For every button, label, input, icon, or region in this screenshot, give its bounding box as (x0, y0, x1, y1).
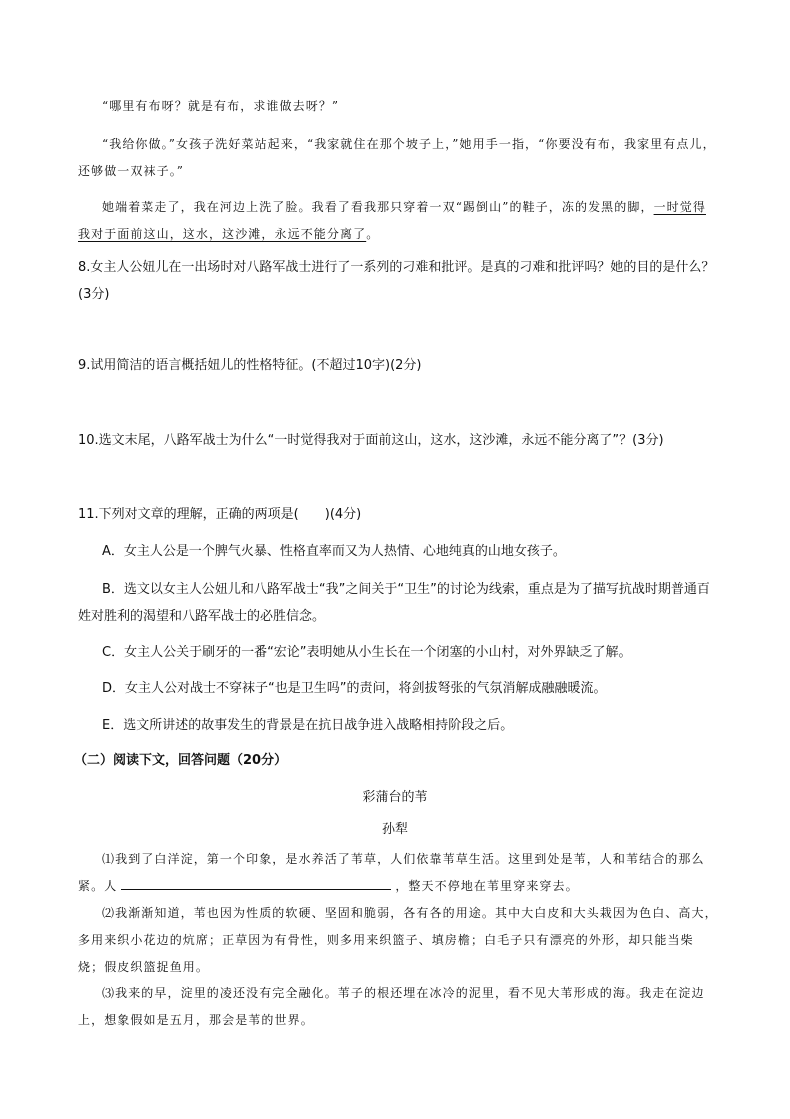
question-10: 10.选文末尾，八路军战士为什么“一时觉得我对于面前这山，这水，这沙滩，永远不能分离了”？(3分) (78, 433, 664, 448)
question-9: 9.试用简洁的语言概括妞儿的性格特征。(不超过10字)(2分) (78, 358, 422, 373)
article-author: 孙犁 (381, 822, 408, 837)
option-c: C．女主人公关于刷牙的一番“宏论”表明她从小生长在一个闭塞的小山村，对外界缺乏了解。 (102, 645, 632, 660)
dialogue-line-1: “哪里有布呀？就是有布，求谁做去呀？” (102, 99, 340, 113)
dialogue-line-2: “我给你做。”女孩子洗好菜站起来，“我家就住在那个坡子上，”她用手一指，“你要没有布，我家里有点儿，还够做一双袜子。” (78, 137, 716, 178)
option-e: E．选文所讲述的故事发生的背景是在抗日战争进入战略相持阶段之后。 (102, 718, 514, 733)
section-heading: （二）阅读下文，回答问题（20分） (74, 753, 288, 768)
fill-in-blank[interactable] (121, 875, 391, 890)
passage-ending-text: 她端着菜走了，我在河边上洗了脸。我看了看我那只穿着一双“踢倒山”的鞋子，冻的发黑的脚， (102, 200, 654, 214)
option-b: B．选文以女主人公妞儿和八路军战士“我”之间关于“卫生”的讨论为线索，重点是为了描写抗战时期普通百姓对胜利的渴望和八路军战士的必胜信念。 (78, 582, 710, 624)
question-8: 8.女主人公妞儿在一出场时对八路军战士进行了一系列的刁难和批评。是真的刁难和批评吗？她的目的是什么？(3分) (78, 260, 715, 302)
option-d: D．女主人公对战士不穿袜子“也是卫生吗”的责问，将剑拔弩张的气氛消解成融融暖流。 (102, 681, 607, 696)
article-paragraph-3: ⑶我来的早，淀里的凌还没有完全融化。苇子的根还埋在冰冷的泥里，看不见大苇形成的海。我走在淀边上，想象假如是五月，那会是苇的世界。 (78, 986, 705, 1027)
article-title: 彩蒲台的苇 (362, 790, 428, 805)
paragraph-1-end: ，整天不停地在苇里穿来穿去。 (395, 879, 579, 893)
paragraph-1-start: ⑴我到了白洋淀，第一个印象，是水养活了苇草，人们依靠苇草生活。这里到处是苇，人和苇结合的那么紧。人 (78, 852, 705, 893)
article-paragraph-1 (78, 846, 718, 900)
article-paragraph-2: ⑵我渐渐知道，苇也因为性质的软硬、坚固和脆弱，各有各的用途。其中大白皮和大头栽因为色白、高大，多用来织小花边的炕席；正草因为有骨性，则多用来织篮子、填房檐；白毛子只有漂亮的外形，却只能当柴烧；假皮织篮捉鱼用。 (78, 906, 718, 974)
passage-ending-period: 。 (366, 227, 380, 241)
question-11: 11.下列对文章的理解，正确的两项是( )(4分) (78, 507, 362, 522)
option-a: A．女主人公是一个脾气火暴、性格直率而又为人热情、心地纯真的山地女孩子。 (102, 544, 566, 559)
underlined-sentence: 一时觉得我对于面前这山，这水，这沙滩，永远不能分离了 (78, 200, 706, 241)
passage-ending (78, 194, 718, 248)
